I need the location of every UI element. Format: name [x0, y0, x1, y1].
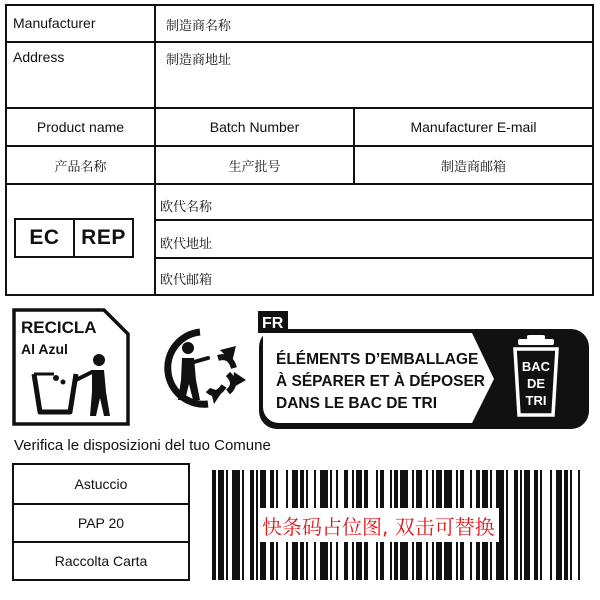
barcode-bar — [218, 470, 224, 580]
triman-recycling-icon — [164, 328, 248, 408]
recicla-line2: Al Azul — [21, 341, 68, 357]
barcode-bar — [570, 470, 572, 580]
barcode-bar — [550, 470, 552, 580]
barcode-bar — [556, 470, 562, 580]
product-name-value: 产品名称 — [54, 158, 107, 174]
barcode-bar — [564, 470, 568, 580]
bin-line2: DE — [526, 376, 546, 391]
recicla-al-azul-icon — [12, 308, 130, 426]
barcode-bar — [242, 470, 244, 580]
ec-text: EC — [29, 226, 60, 249]
divider — [7, 41, 592, 43]
barcode-bar — [514, 470, 518, 580]
batch-number-value: 生产批号 — [228, 158, 281, 174]
barcode-placeholder-text[interactable]: 快条码占位图, 双击可替换 — [258, 508, 499, 542]
address-label: Address — [13, 49, 65, 65]
material-row: Astuccio — [74, 476, 128, 492]
email-label: Manufacturer E-mail — [410, 119, 537, 135]
barcode-bar — [226, 470, 228, 580]
manufacturer-value: 制造商名称 — [166, 18, 232, 33]
address-value: 制造商地址 — [166, 52, 232, 67]
divider — [154, 257, 592, 259]
ec-rep-email: 欧代邮箱 — [160, 272, 213, 287]
barcode-bar — [212, 470, 216, 580]
barcode-bar — [506, 470, 508, 580]
barcode-bar — [540, 470, 542, 580]
fr-sorting-banner — [258, 311, 592, 431]
fr-tag: FR — [262, 315, 284, 332]
batch-number-label: Batch Number — [209, 119, 300, 135]
material-table — [12, 463, 190, 581]
ec-rep-symbol — [14, 218, 134, 258]
fr-line3: DANS LE BAC DE TRI — [276, 395, 438, 412]
material-row: Raccolta Carta — [14, 541, 188, 579]
barcode-bar — [578, 470, 580, 580]
rep-text: REP — [81, 226, 126, 249]
divider — [7, 183, 592, 185]
recicla-line1: RECICLA — [21, 318, 97, 337]
product-name-label: Product name — [36, 119, 125, 135]
verifica-text: Verifica le disposizioni del tuo Comune — [14, 437, 271, 454]
material-row: PAP 20 — [14, 503, 188, 541]
ec-rep-name: 欧代名称 — [160, 199, 213, 214]
ec-rep-address: 欧代地址 — [160, 236, 213, 251]
barcode-bar — [524, 470, 530, 580]
barcode-bar — [250, 470, 254, 580]
email-value: 制造商邮箱 — [440, 158, 506, 174]
fr-line2: À SÉPARER ET À DÉPOSER — [276, 373, 486, 390]
divider — [154, 219, 592, 221]
barcode-bar — [520, 470, 522, 580]
bin-line3: TRI — [525, 393, 547, 408]
barcode-bar — [534, 470, 538, 580]
barcode-bar — [232, 470, 240, 580]
bin-line1: BAC — [521, 359, 551, 374]
manufacturer-label: Manufacturer — [13, 15, 96, 31]
fr-line1: ÉLÉMENTS D’EMBALLAGE — [276, 351, 479, 368]
